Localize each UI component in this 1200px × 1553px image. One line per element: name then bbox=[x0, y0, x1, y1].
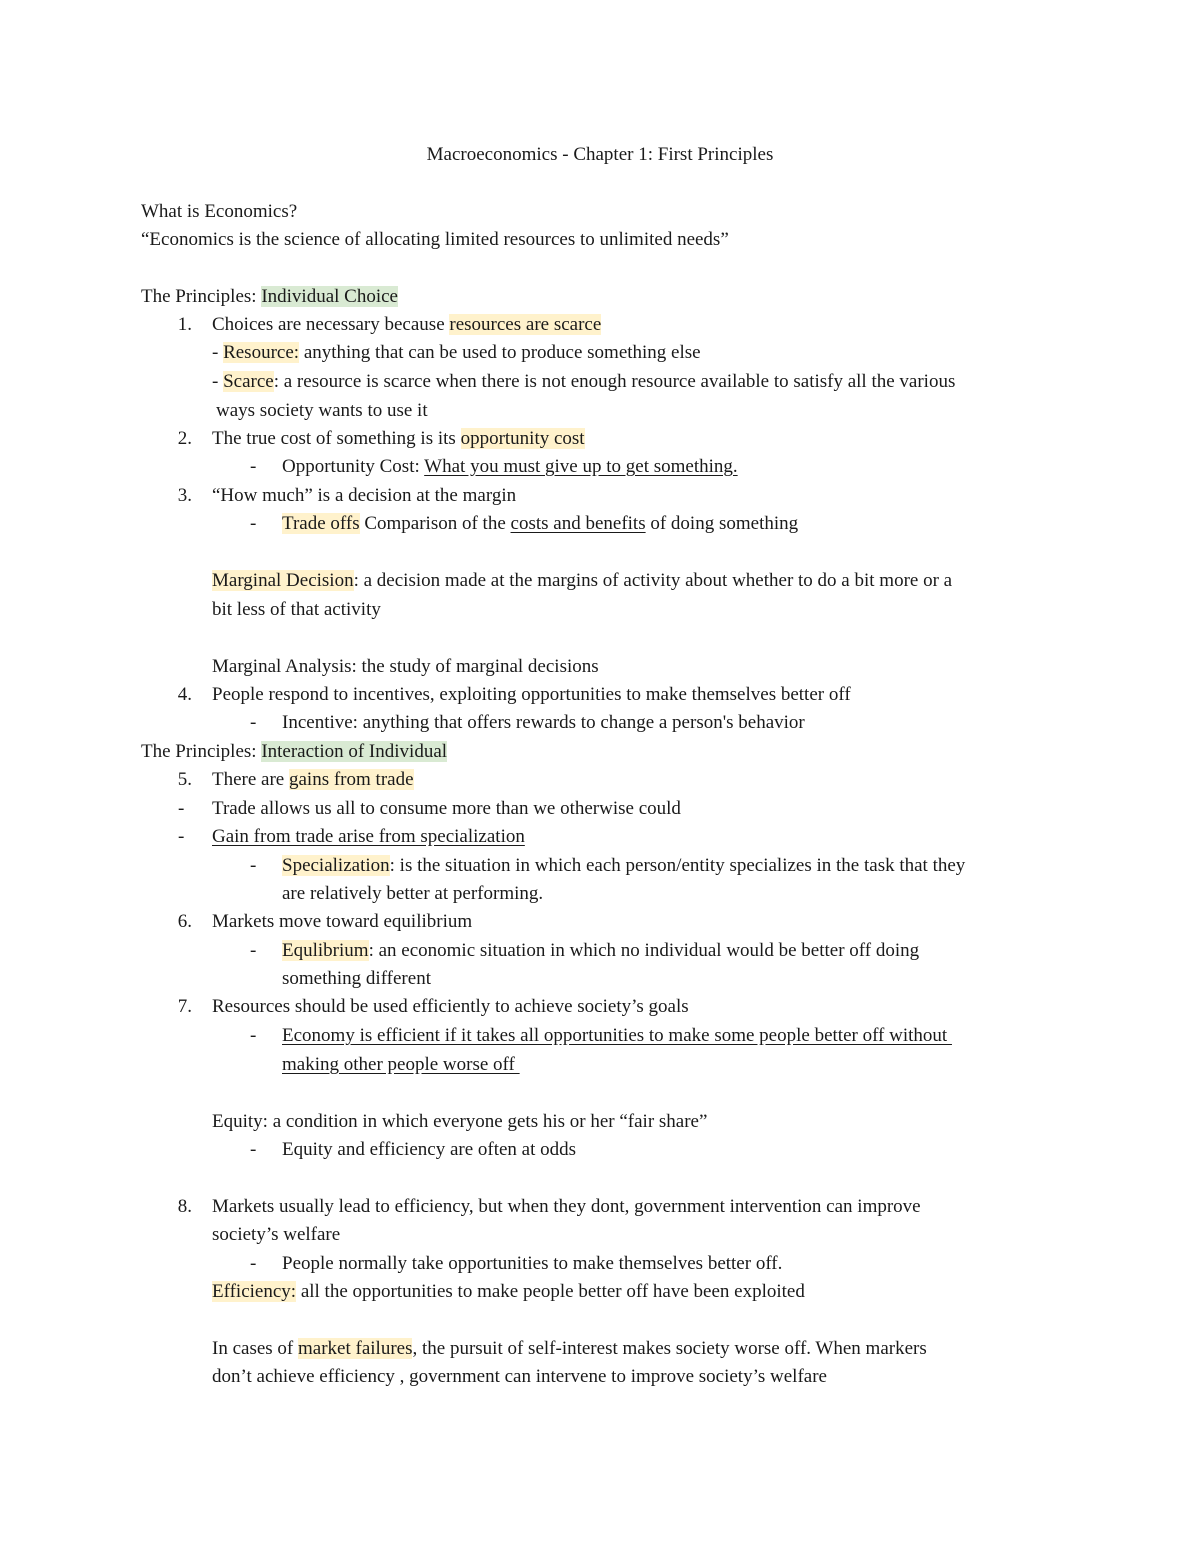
list-number-6: 6. bbox=[177, 911, 192, 932]
list-number-5: 5. bbox=[177, 769, 192, 790]
specialization-bullet: Gain from trade arise from specialization bbox=[212, 826, 525, 847]
principle-5 bbox=[212, 768, 414, 792]
section-highlight: Interaction of Individual bbox=[261, 741, 448, 762]
bullet-dash: - bbox=[250, 1253, 257, 1274]
efficiency-definition bbox=[212, 1280, 805, 1304]
principle-6: Markets move toward equilibrium bbox=[212, 911, 473, 932]
principle-5-text: There are bbox=[212, 769, 289, 790]
scarce-lead: - bbox=[212, 371, 224, 392]
intro-definition: “Economics is the science of allocating limited resources to unlimited needs” bbox=[141, 229, 729, 250]
list-number-3: 3. bbox=[177, 485, 192, 506]
page-title: Macroeconomics - Chapter 1: First Principles bbox=[426, 144, 774, 165]
resource-term: Resource: bbox=[223, 342, 300, 363]
bullet-dash: - bbox=[250, 513, 257, 534]
equity-definition: Equity: a condition in which everyone gets his or her “fair share” bbox=[212, 1111, 708, 1132]
bullet-dash: - bbox=[250, 855, 257, 876]
marginal-decision-term: Marginal Decision bbox=[212, 570, 354, 591]
bullet-dash: - bbox=[178, 798, 185, 819]
equilibrium-def: : an economic situation in which no individual would be better off doing bbox=[368, 940, 920, 961]
scarce-definition-cont: ways society wants to use it bbox=[216, 400, 428, 421]
incentive-definition: Incentive: anything that offers rewards to change a person's behavior bbox=[282, 712, 805, 733]
section-heading-interaction bbox=[141, 740, 447, 764]
principle-7: Resources should be used efficiently to achieve society’s goals bbox=[212, 996, 689, 1017]
section-prefix: The Principles: bbox=[141, 286, 262, 307]
intro-question: What is Economics? bbox=[141, 201, 298, 222]
list-number-1: 1. bbox=[177, 314, 192, 335]
bullet-dash: - bbox=[250, 940, 257, 961]
scarce-definition bbox=[212, 370, 955, 394]
scarce-def: : a resource is scarce when there is not enough resource available to satisfy all the various bbox=[273, 371, 956, 392]
principle-4: People respond to incentives, exploiting opportunities to make themselves better off bbox=[212, 684, 851, 705]
market-failures-pre: In cases of bbox=[212, 1338, 298, 1359]
marginal-decision-def: : a decision made at the margins of activity about whether to do a bit more or a bbox=[353, 570, 953, 591]
specialization-cont: are relatively better at performing. bbox=[282, 883, 544, 904]
equilibrium-term: Equlibrium bbox=[282, 940, 369, 961]
efficient-economy-line-2: making other people worse off bbox=[282, 1054, 520, 1075]
principle-1-text: Choices are necessary because bbox=[212, 314, 450, 335]
marginal-decision-definition bbox=[212, 569, 952, 593]
bullet-dash: - bbox=[250, 1139, 257, 1160]
section-heading-individual-choice bbox=[141, 285, 398, 309]
resource-lead: - bbox=[212, 342, 224, 363]
opportunity-cost-label: Opportunity Cost: bbox=[282, 456, 425, 477]
scarce-term: Scarce bbox=[223, 371, 274, 392]
market-failures-post: , the pursuit of self-interest makes society worse off. When markers bbox=[412, 1338, 927, 1359]
market-failures-cont: don’t achieve efficiency , government can intervene to improve society’s welfare bbox=[212, 1366, 827, 1387]
bullet-dash: - bbox=[250, 456, 257, 477]
list-number-4: 4. bbox=[177, 684, 192, 705]
section-prefix: The Principles: bbox=[141, 741, 262, 762]
principle-2-text: The true cost of something is its bbox=[212, 428, 461, 449]
equity-efficiency-note: Equity and efficiency are often at odds bbox=[282, 1139, 577, 1160]
resource-def: anything that can be used to produce something else bbox=[299, 342, 701, 363]
trade-bullet: Trade allows us all to consume more than we otherwise could bbox=[212, 798, 681, 819]
specialization-def: : is the situation in which each person/entity specializes in the task that they bbox=[389, 855, 966, 876]
trade-offs-mid: Comparison of the bbox=[359, 513, 511, 534]
marginal-analysis: Marginal Analysis: the study of marginal decisions bbox=[212, 656, 599, 677]
principle-5-highlight: gains from trade bbox=[289, 769, 414, 790]
principle-3: “How much” is a decision at the margin bbox=[212, 485, 517, 506]
equilibrium-definition bbox=[282, 939, 919, 963]
efficient-economy-line-1: Economy is efficient if it takes all opportunities to make some people better off without bbox=[282, 1025, 952, 1046]
principle-8-cont: society’s welfare bbox=[212, 1224, 341, 1245]
principle-1 bbox=[212, 313, 601, 337]
efficiency-term: Efficiency: bbox=[212, 1281, 297, 1302]
trade-offs-underline: costs and benefits bbox=[510, 513, 646, 534]
list-number-7: 7. bbox=[177, 996, 192, 1017]
equilibrium-cont: something different bbox=[282, 968, 431, 989]
marginal-decision-cont: bit less of that activity bbox=[212, 599, 381, 620]
market-failures-line bbox=[212, 1337, 927, 1361]
trade-offs-end: of doing something bbox=[645, 513, 799, 534]
section-highlight: Individual Choice bbox=[261, 286, 398, 307]
efficiency-def: all the opportunities to make people better off have been exploited bbox=[296, 1281, 805, 1302]
specialization-definition bbox=[282, 854, 965, 878]
bullet-dash: - bbox=[250, 1025, 257, 1046]
list-number-2: 2. bbox=[177, 428, 192, 449]
list-number-8: 8. bbox=[177, 1196, 192, 1217]
specialization-term: Specialization bbox=[282, 855, 390, 876]
trade-offs-definition bbox=[282, 512, 798, 536]
market-failures-term: market failures bbox=[298, 1338, 413, 1359]
opportunity-cost-underline: What you must give up to get something. bbox=[424, 456, 738, 477]
principle-8: Markets usually lead to efficiency, but when they dont, government intervention can improve bbox=[212, 1196, 921, 1217]
principle-1-highlight: resources are scarce bbox=[449, 314, 602, 335]
principle-2-highlight: opportunity cost bbox=[460, 428, 585, 449]
bullet-dash: - bbox=[250, 712, 257, 733]
bullet-dash: - bbox=[178, 826, 185, 847]
principle-2 bbox=[212, 427, 585, 451]
resource-definition bbox=[212, 341, 701, 365]
trade-offs-term: Trade offs bbox=[282, 513, 360, 534]
opportunity-cost-definition bbox=[282, 455, 738, 479]
better-off-note: People normally take opportunities to make themselves better off. bbox=[282, 1253, 783, 1274]
